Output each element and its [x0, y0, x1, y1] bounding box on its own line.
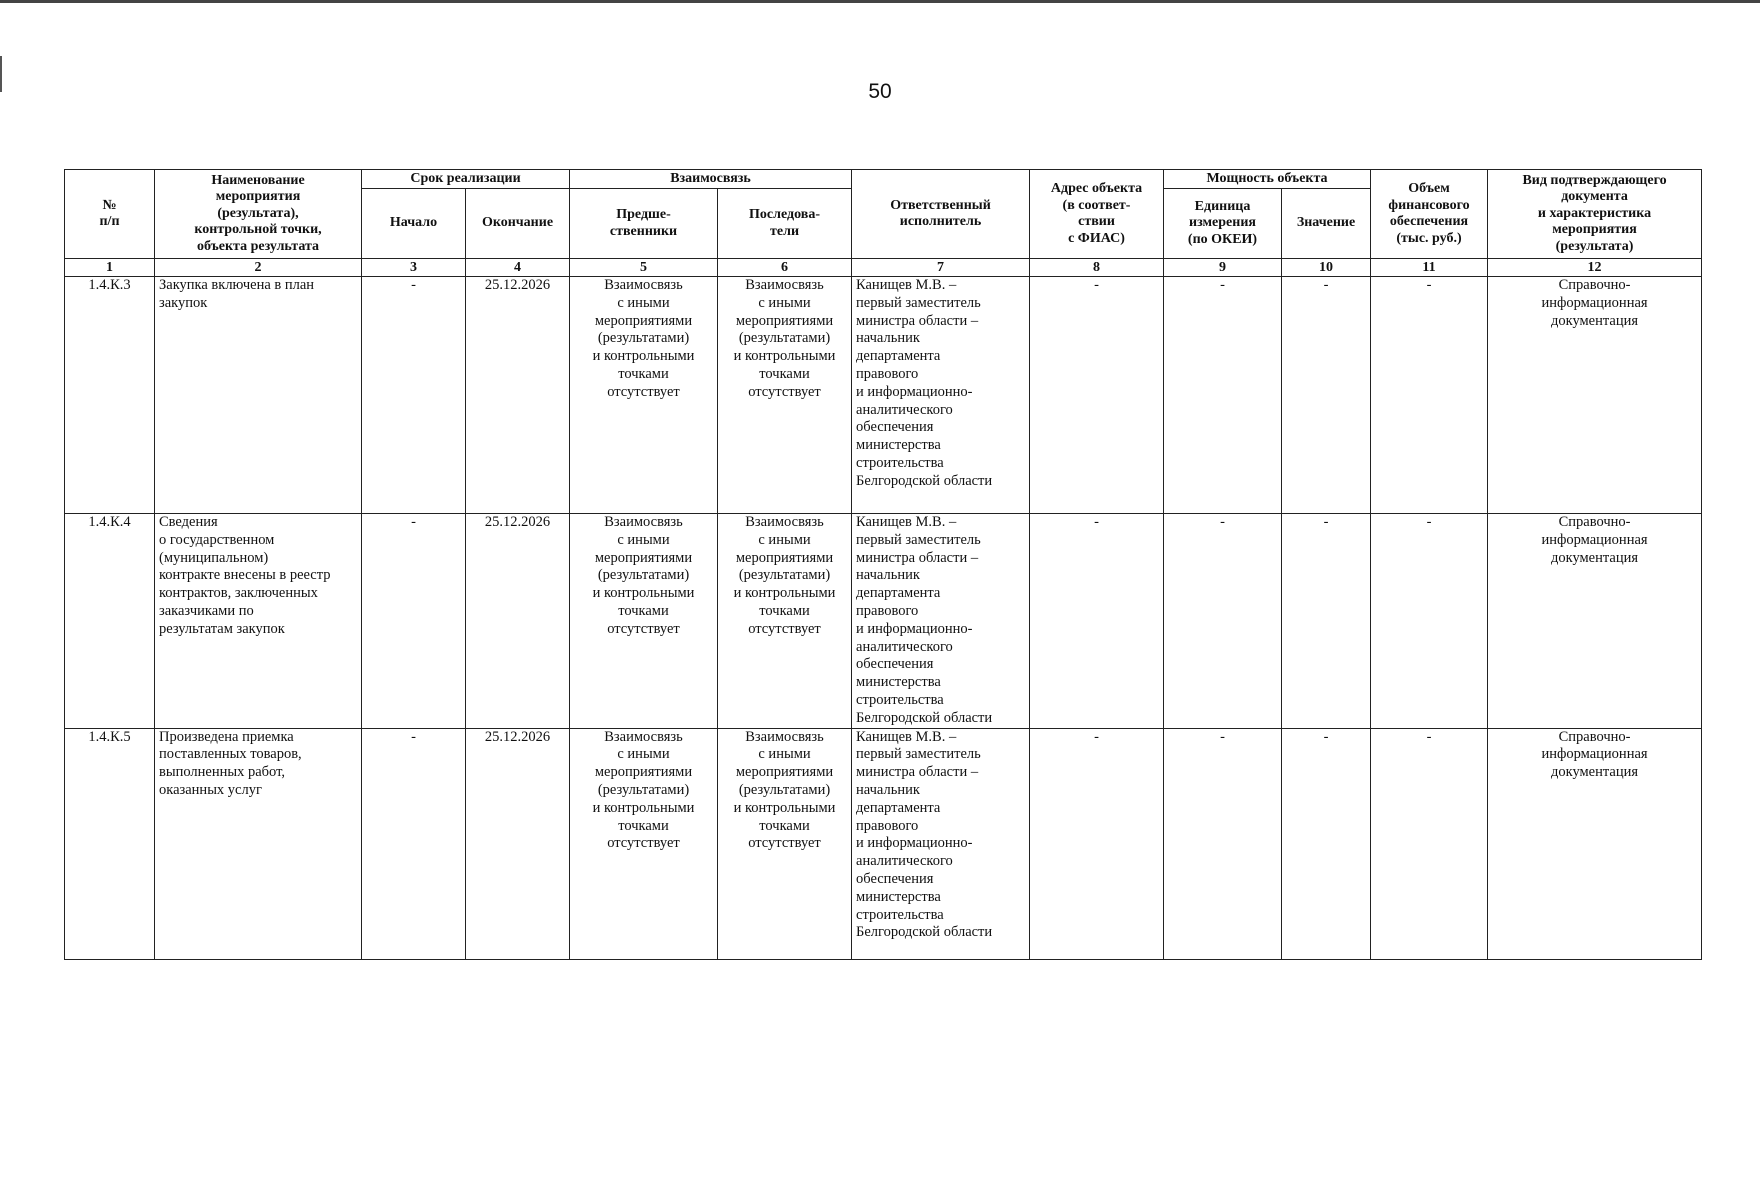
cell-document-type: Справочно- информационная документация	[1488, 728, 1702, 959]
header-finance: Объем финансового обеспечения (тыс. руб.)	[1371, 170, 1488, 259]
column-number: 11	[1371, 259, 1488, 277]
cell-number: 1.4.К.3	[65, 277, 155, 514]
table-header	[65, 170, 1702, 277]
table-row	[65, 514, 1702, 729]
column-number: 4	[466, 259, 570, 277]
cell-event-name: Закупка включена в план закупок	[155, 277, 362, 514]
cell-responsible: Канищев М.В. – первый заместитель министра области – начальник департамента правового и информационно- аналитического обеспечения министерства строительства Белгородской области	[852, 277, 1030, 514]
column-number: 7	[852, 259, 1030, 277]
column-number: 9	[1164, 259, 1282, 277]
header-document-type: Вид подтверждающего документа и характеристика мероприятия (результата)	[1488, 170, 1702, 259]
header-number: № п/п	[65, 170, 155, 259]
top-scan-edge	[0, 0, 1760, 3]
header-capacity-unit: Единица измерения (по ОКЕИ)	[1164, 189, 1282, 259]
cell-address: -	[1030, 728, 1164, 959]
cell-number: 1.4.К.5	[65, 728, 155, 959]
cell-term-end: 25.12.2026	[466, 728, 570, 959]
cell-successors: Взаимосвязь с иными мероприятиями (результатами) и контрольными точками отсутствует	[718, 514, 852, 729]
cell-event-name: Произведена приемка поставленных товаров, выполненных работ, оказанных услуг	[155, 728, 362, 959]
cell-finance: -	[1371, 514, 1488, 729]
table-row	[65, 728, 1702, 959]
cell-capacity-value: -	[1282, 728, 1371, 959]
column-number: 3	[362, 259, 466, 277]
header-term-end: Окончание	[466, 189, 570, 259]
header-link-group: Взаимосвязь	[570, 170, 852, 189]
column-number: 8	[1030, 259, 1164, 277]
header-term-group: Срок реализации	[362, 170, 570, 189]
cell-capacity-value: -	[1282, 277, 1371, 514]
cell-capacity-value: -	[1282, 514, 1371, 729]
table-row	[65, 277, 1702, 514]
cell-address: -	[1030, 514, 1164, 729]
header-capacity-group: Мощность объекта	[1164, 170, 1371, 189]
cell-predecessors: Взаимосвязь с иными мероприятиями (результатами) и контрольными точками отсутствует	[570, 277, 718, 514]
header-successors: Последова- тели	[718, 189, 852, 259]
cell-predecessors: Взаимосвязь с иными мероприятиями (результатами) и контрольными точками отсутствует	[570, 728, 718, 959]
column-number: 12	[1488, 259, 1702, 277]
implementation-plan-table	[64, 169, 1702, 960]
cell-number: 1.4.К.4	[65, 514, 155, 729]
cell-term-start: -	[362, 514, 466, 729]
cell-responsible: Канищев М.В. – первый заместитель министра области – начальник департамента правового и информационно- аналитического обеспечения министерства строительства Белгородской области	[852, 728, 1030, 959]
header-address: Адрес объекта (в соответ- ствии с ФИАС)	[1030, 170, 1164, 259]
cell-term-end: 25.12.2026	[466, 514, 570, 729]
header-predecessors: Предше- ственники	[570, 189, 718, 259]
cell-term-start: -	[362, 728, 466, 959]
cell-document-type: Справочно- информационная документация	[1488, 514, 1702, 729]
column-number: 1	[65, 259, 155, 277]
cell-predecessors: Взаимосвязь с иными мероприятиями (результатами) и контрольными точками отсутствует	[570, 514, 718, 729]
column-number: 2	[155, 259, 362, 277]
header-capacity-value: Значение	[1282, 189, 1371, 259]
cell-successors: Взаимосвязь с иными мероприятиями (результатами) и контрольными точками отсутствует	[718, 277, 852, 514]
cell-address: -	[1030, 277, 1164, 514]
cell-responsible: Канищев М.В. – первый заместитель министра области – начальник департамента правового и информационно- аналитического обеспечения министерства строительства Белгородской области	[852, 514, 1030, 729]
header-event-name: Наименование мероприятия (результата), контрольной точки, объекта результата	[155, 170, 362, 259]
cell-capacity-unit: -	[1164, 514, 1282, 729]
column-number: 10	[1282, 259, 1371, 277]
cell-document-type: Справочно- информационная документация	[1488, 277, 1702, 514]
table-body	[65, 277, 1702, 960]
column-number-row	[65, 259, 1702, 277]
cell-term-end: 25.12.2026	[466, 277, 570, 514]
header-term-start: Начало	[362, 189, 466, 259]
cell-successors: Взаимосвязь с иными мероприятиями (результатами) и контрольными точками отсутствует	[718, 728, 852, 959]
cell-term-start: -	[362, 277, 466, 514]
cell-finance: -	[1371, 277, 1488, 514]
cell-capacity-unit: -	[1164, 728, 1282, 959]
column-number: 6	[718, 259, 852, 277]
cell-finance: -	[1371, 728, 1488, 959]
column-number: 5	[570, 259, 718, 277]
header-responsible: Ответственный исполнитель	[852, 170, 1030, 259]
page-number: 50	[868, 80, 892, 103]
cell-event-name: Сведения о государственном (муниципальном) контракте внесены в реестр контрактов, заключенных заказчиками по результатам закупок	[155, 514, 362, 729]
cell-capacity-unit: -	[1164, 277, 1282, 514]
